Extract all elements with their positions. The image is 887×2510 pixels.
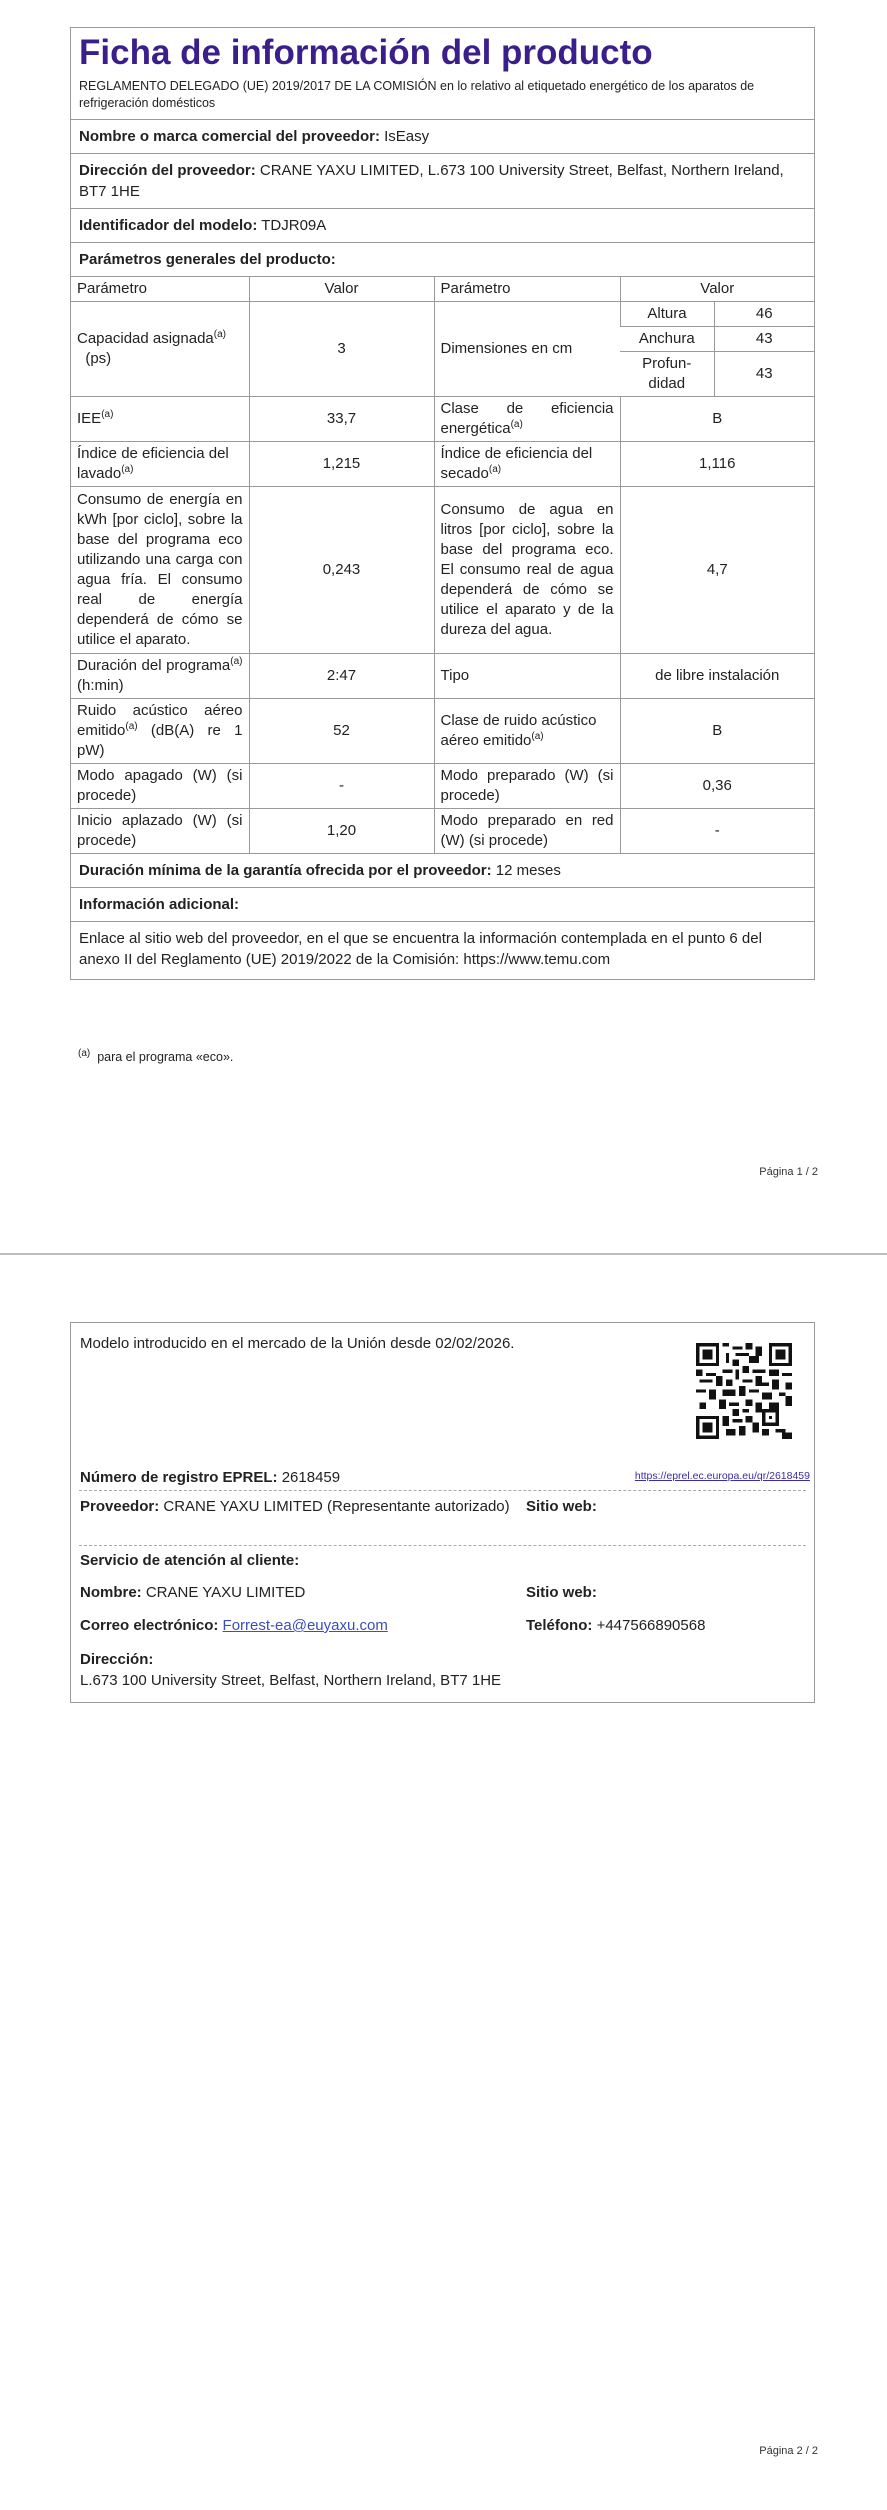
energy-consumption-value: 0,243 (249, 487, 434, 654)
supplier-address-label: Dirección del proveedor: (79, 162, 256, 179)
regulation-subtitle: REGLAMENTO DELEGADO (UE) 2019/2017 DE LA COMISIÓN en lo relativo al etiquetado energético de los aparatos de refrigeración domésticos (79, 79, 755, 110)
footnote-text: para el programa «eco». (97, 1050, 234, 1064)
eprel-info-box (70, 1322, 815, 1703)
page-number: Página 2 / 2 (759, 2445, 818, 2457)
iee-label-cell (71, 397, 249, 442)
col-param-header: Parámetro (71, 277, 249, 302)
name-value: CRANE YAXU LIMITED (145, 1584, 306, 1601)
delay-start-label: Inicio aplazado (W) (si procede) (71, 809, 249, 854)
efficiency-class-label-cell (434, 397, 620, 442)
efficiency-class-value: B (620, 397, 814, 442)
footnote-mark: (a) (78, 1047, 91, 1059)
separator (79, 1490, 806, 1491)
page-2 (0, 1256, 887, 2510)
water-consumption-label: Consumo de agua en litros [por ciclo], sobre la base del programa eco. El consumo real de agua dependerá de cómo se utilice el aparato y de la dureza del agua. (434, 487, 620, 654)
off-mode-value: - (249, 764, 434, 809)
additional-info-text: Enlace al sitio web del proveedor, en el que se encuentra la información contemplada en el punto 6 del anexo II del Reglamento (UE) 2019/2022 de la Comisión: (79, 930, 762, 968)
capacity-label-cell (71, 302, 249, 397)
phone-value: +447566890568 (596, 1617, 706, 1634)
website-row-2 (526, 1582, 597, 1603)
general-params-row (71, 242, 814, 276)
provider-row (80, 1496, 510, 1517)
wash-index-label: Índice de eficiencia del lavado (77, 445, 229, 482)
additional-info-text-row (71, 921, 814, 979)
network-standby-label: Modo preparado en red (W) (si procede) (434, 809, 620, 854)
network-standby-value: - (620, 809, 814, 854)
iee-value: 33,7 (249, 397, 434, 442)
noise-value: 52 (249, 699, 434, 764)
footnote-mark: (a) (510, 419, 523, 430)
type-label: Tipo (434, 654, 620, 699)
footnote (78, 1047, 234, 1064)
additional-info-label: Información adicional: (79, 896, 240, 913)
dry-index-value: 1,116 (620, 442, 814, 487)
noise-class-label-cell (434, 699, 620, 764)
phone-row (526, 1615, 705, 1636)
duration-label-cell (71, 654, 249, 699)
product-info-sheet (70, 27, 815, 980)
depth-value: 43 (714, 352, 814, 397)
guarantee-value: 12 meses (495, 862, 561, 879)
model-id-value: TDJR09A (261, 217, 327, 234)
standby-label: Modo preparado (W) (si procede) (434, 764, 620, 809)
table-row (71, 764, 814, 809)
email-row (80, 1615, 388, 1636)
additional-info-row (71, 887, 814, 921)
efficiency-class-label: Clase de eficiencia energética (440, 400, 614, 437)
address-label: Dirección: (80, 1651, 154, 1668)
supplier-address-row (71, 153, 814, 208)
supplier-address-value: CRANE YAXU LIMITED, L.673 100 University Street, Belfast, Northern Ireland, BT7 1HE (79, 162, 784, 200)
page-divider (0, 1253, 887, 1255)
address-label-row (80, 1649, 153, 1670)
col-value-header-2: Valor (620, 277, 814, 302)
duration-label: Duración del programa (77, 657, 231, 674)
guarantee-row (71, 853, 814, 887)
width-value: 43 (714, 327, 814, 352)
eprel-link[interactable]: https://eprel.ec.europa.eu/qr/2618459 (634, 1470, 810, 1482)
footnote-mark: (a) (121, 464, 134, 475)
page-1 (0, 0, 887, 1253)
customer-service-label: Servicio de atención al cliente: (80, 1552, 300, 1569)
height-value: 46 (714, 302, 814, 327)
table-row (71, 302, 814, 327)
dimensions-label: Dimensiones en cm (434, 302, 620, 397)
page-number: Página 1 / 2 (759, 1166, 818, 1178)
dry-index-label: Índice de eficiencia del secado (440, 445, 593, 482)
col-param-header-2: Parámetro (434, 277, 620, 302)
footnote-mark: (a) (213, 329, 227, 340)
width-label: Anchura (620, 327, 714, 352)
supplier-brand-row (71, 119, 814, 153)
page-title: Ficha de información del producto (79, 33, 653, 72)
supplier-brand-value: IsEasy (384, 128, 430, 145)
off-mode-label: Modo apagado (W) (si procede) (71, 764, 249, 809)
eprel-value: 2618459 (281, 1469, 341, 1486)
separator (79, 1545, 806, 1546)
noise-class-value: B (620, 699, 814, 764)
provider-label: Proveedor: (80, 1498, 160, 1515)
website-label: Sitio web: (526, 1498, 597, 1515)
water-consumption-value: 4,7 (620, 487, 814, 654)
website-row (526, 1496, 597, 1517)
eprel-label: Número de registro EPREL: (80, 1469, 278, 1486)
capacity-unit: (ps) (85, 350, 112, 367)
general-params-label: Parámetros generales del producto: (79, 251, 336, 268)
footnote-mark: (a) (531, 731, 544, 742)
eprel-row (80, 1467, 340, 1488)
footnote-mark: (a) (101, 409, 114, 420)
height-label: Altura (620, 302, 714, 327)
type-value: de libre instalación (620, 654, 814, 699)
email-label: Correo electrónico: (80, 1617, 219, 1634)
footnote-mark: (a) (125, 721, 138, 732)
noise-unit: (dB(A) re 1 pW) (77, 722, 243, 759)
qr-code-icon[interactable] (696, 1343, 792, 1439)
noise-class-label: Clase de ruido acústico aéreo emitido (440, 712, 597, 749)
website-label-2: Sitio web: (526, 1584, 597, 1601)
table-row (71, 487, 814, 654)
additional-info-url[interactable]: https://www.temu.com (463, 951, 611, 968)
customer-service-heading (80, 1550, 299, 1571)
energy-consumption-label: Consumo de energía en kWh [por ciclo], sobre la base del programa eco utilizando una carga con agua fría. El consumo real de energía dependerá de cómo se utilice el aparato. (71, 487, 249, 654)
footnote-mark: (a) (230, 656, 243, 667)
model-id-row (71, 208, 814, 242)
wash-index-value: 1,215 (249, 442, 434, 487)
capacity-label: Capacidad asignada (77, 330, 214, 347)
model-id-label: Identificador del modelo: (79, 217, 258, 234)
col-value-header: Valor (249, 277, 434, 302)
supplier-brand-label: Nombre o marca comercial del proveedor: (79, 128, 380, 145)
table-row (71, 699, 814, 764)
table-header-row (71, 277, 814, 302)
noise-label: Ruido acústico aéreo emitido (77, 702, 243, 739)
footnote-mark: (a) (488, 464, 502, 475)
parameters-table (71, 276, 814, 853)
table-row (71, 442, 814, 487)
market-text: Modelo introducido en el mercado de la Unión desde 02/02/2026. (80, 1335, 515, 1352)
delay-start-value: 1,20 (249, 809, 434, 854)
dry-index-label-cell (434, 442, 620, 487)
name-label: Nombre: (80, 1584, 142, 1601)
iee-label: IEE (77, 410, 102, 427)
phone-label: Teléfono: (526, 1617, 593, 1634)
table-row (71, 397, 814, 442)
address-value: L.673 100 University Street, Belfast, Northern Ireland, BT7 1HE (80, 1672, 502, 1689)
email-link[interactable]: Forrest-ea@euyaxu.com (222, 1617, 388, 1634)
duration-value: 2:47 (249, 654, 434, 699)
capacity-value: 3 (249, 302, 434, 397)
noise-label-cell (71, 699, 249, 764)
name-row (80, 1582, 305, 1603)
table-row (71, 809, 814, 854)
guarantee-label: Duración mínima de la garantía ofrecida por el proveedor: (79, 862, 492, 879)
depth-label: Profun-didad (620, 352, 714, 397)
standby-value: 0,36 (620, 764, 814, 809)
table-row (71, 654, 814, 699)
wash-index-label-cell (71, 442, 249, 487)
provider-value: CRANE YAXU LIMITED (Representante autorizado) (163, 1498, 510, 1515)
duration-unit: (h:min) (77, 677, 124, 694)
